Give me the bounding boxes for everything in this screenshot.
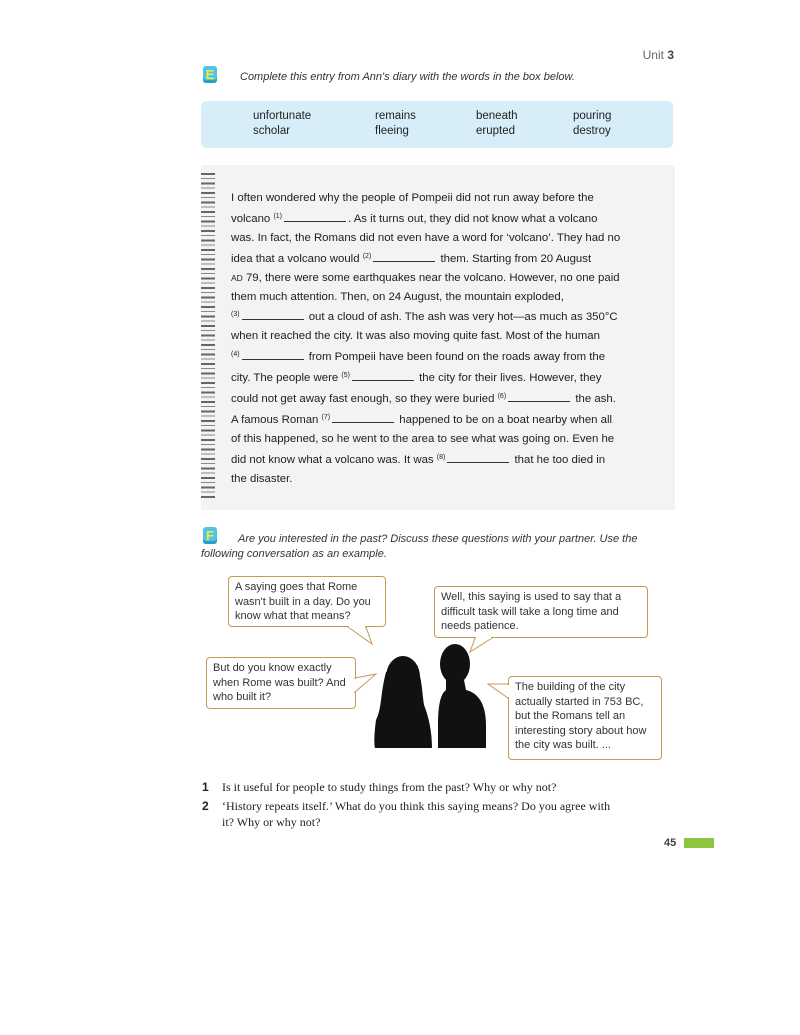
word-item: remains (375, 110, 416, 122)
diary-line (231, 367, 651, 388)
diary-text-segment: the disaster. (231, 472, 293, 485)
blank-number: (7) (321, 413, 331, 421)
bubble-4-tail (488, 684, 508, 698)
answer-blank[interactable] (373, 251, 435, 262)
diary-line (231, 248, 651, 269)
question-text: Is it useful for people to study things from the past? Why or why not? (222, 780, 557, 794)
answer-blank[interactable] (352, 370, 414, 381)
section-f-instruction-2: following conversation as an example. (201, 548, 387, 560)
diary-text-segment: could not get away fast enough, so they were buried (231, 393, 498, 406)
question-number: 2 (202, 799, 209, 813)
blank-number: (8) (436, 453, 446, 461)
unit-number: 3 (667, 48, 674, 62)
diary-text (231, 189, 651, 489)
question-1 (202, 780, 556, 795)
blank-number: (6) (497, 393, 507, 401)
diary-text-segment: I often wondered why the people of Pompeii did not run away before the (231, 192, 594, 204)
diary-text-segment: out a cloud of ash. The ash was very hot—as much as 350°C (305, 311, 618, 324)
diary-text-segment: AD (231, 272, 243, 283)
speech-bubble-3: But do you know exactly when Rome was built? And who built it? (206, 657, 356, 709)
diary-text-segment: that he too died in (511, 453, 606, 466)
blank-number: (2) (362, 252, 372, 260)
diary-line (231, 327, 651, 346)
diary-text-segment: did not know what a volcano was. It was (231, 453, 437, 466)
blank-number: (1) (273, 212, 282, 220)
diary-text-segment: . As it turns out, they did not know what a volcano (348, 212, 598, 225)
speech-bubble-2: Well, this saying is used to say that a difficult task will take a long time and needs patience. (434, 586, 648, 638)
man-silhouette (438, 644, 486, 748)
answer-blank[interactable] (508, 391, 570, 402)
word-item: destroy (573, 125, 611, 137)
bubble-3-tail (355, 674, 376, 692)
diary-page (201, 165, 675, 510)
blank-number: (3) (231, 311, 240, 319)
diary-text-segment: them. Starting from 20 August (437, 252, 592, 265)
diary-text-segment: was. In fact, the Romans did not even have a word for ‘volcano’. They had no (231, 231, 621, 244)
question-text: ‘History repeats itself.’ What do you think this saying means? Do you agree with (222, 799, 611, 813)
question-2-continued: it? Why or why not? (222, 815, 321, 829)
word-item: unfortunate (253, 110, 312, 122)
word-box (201, 101, 673, 148)
diary-line (231, 306, 651, 327)
unit-label-text: Unit (642, 48, 664, 62)
section-f-badge: F (203, 527, 217, 544)
answer-blank[interactable] (447, 452, 509, 463)
word-item: erupted (476, 125, 516, 137)
answer-blank[interactable] (242, 309, 304, 320)
diary-text-segment: idea that a volcano would (231, 252, 363, 265)
diary-line (231, 288, 651, 307)
page-number: 45 (664, 837, 677, 849)
blank-number: (5) (341, 372, 350, 380)
diary-line (231, 269, 651, 288)
bubble-2-tail (470, 638, 492, 652)
diary-text-segment: happened to be on a boat nearby when all (396, 413, 613, 426)
conversation-illustration (200, 560, 680, 770)
diary-text-segment: volcano (231, 212, 274, 225)
diary-line (231, 388, 651, 409)
question-number: 1 (202, 780, 209, 794)
word-item: fleeing (375, 125, 409, 137)
question-2 (202, 799, 610, 814)
diary-text-segment: 79, there were some earthquakes near the volcano. However, no one paid (242, 271, 620, 284)
diary-line (231, 346, 651, 367)
diary-text-segment: them much attention. Then, on 24 August, the mountain exploded, (231, 290, 564, 303)
diary-line (231, 208, 651, 229)
word-item: beneath (476, 110, 518, 122)
diary-line (231, 409, 651, 430)
speech-bubble-4: The building of the city actually started in 753 BC, but the Romans tell an interesting story about how the city was built. ... (508, 676, 662, 760)
section-e-badge: E (203, 66, 217, 83)
diary-text-segment: the ash. (572, 393, 616, 406)
notebook-spiral (201, 173, 215, 498)
diary-text-segment: from Pompeii have been found on the roads away from the (305, 351, 606, 364)
diary-text-segment: of this happened, so he went to the area to see what was going on. Even he (231, 432, 615, 445)
diary-line (231, 449, 651, 470)
word-item: pouring (573, 110, 612, 122)
diary-line (231, 470, 651, 489)
section-e-instruction: Complete this entry from Ann's diary with the words in the box below. (240, 71, 575, 83)
speech-bubble-1: A saying goes that Rome wasn't built in a day. Do you know what that means? (228, 576, 386, 627)
diary-line (231, 430, 651, 449)
page-color-bar (684, 838, 714, 848)
bubble-1-tail (348, 627, 372, 644)
diary-text-segment: when it reached the city. It was also moving quite fast. Most of the human (231, 330, 600, 343)
word-item: scholar (253, 125, 291, 137)
diary-line (231, 229, 651, 248)
unit-label (643, 48, 674, 62)
section-f-instruction-1: Are you interested in the past? Discuss these questions with your partner. Use the (238, 533, 638, 545)
answer-blank[interactable] (332, 412, 394, 423)
blank-number: (4) (231, 351, 240, 359)
answer-blank[interactable] (242, 349, 304, 360)
diary-text-segment: the city for their lives. However, they (415, 372, 602, 385)
diary-text-segment: city. The people were (231, 372, 342, 385)
diary-line (231, 189, 651, 208)
woman-silhouette (374, 656, 432, 748)
diary-text-segment: A famous Roman (231, 413, 322, 426)
answer-blank[interactable] (284, 211, 346, 222)
